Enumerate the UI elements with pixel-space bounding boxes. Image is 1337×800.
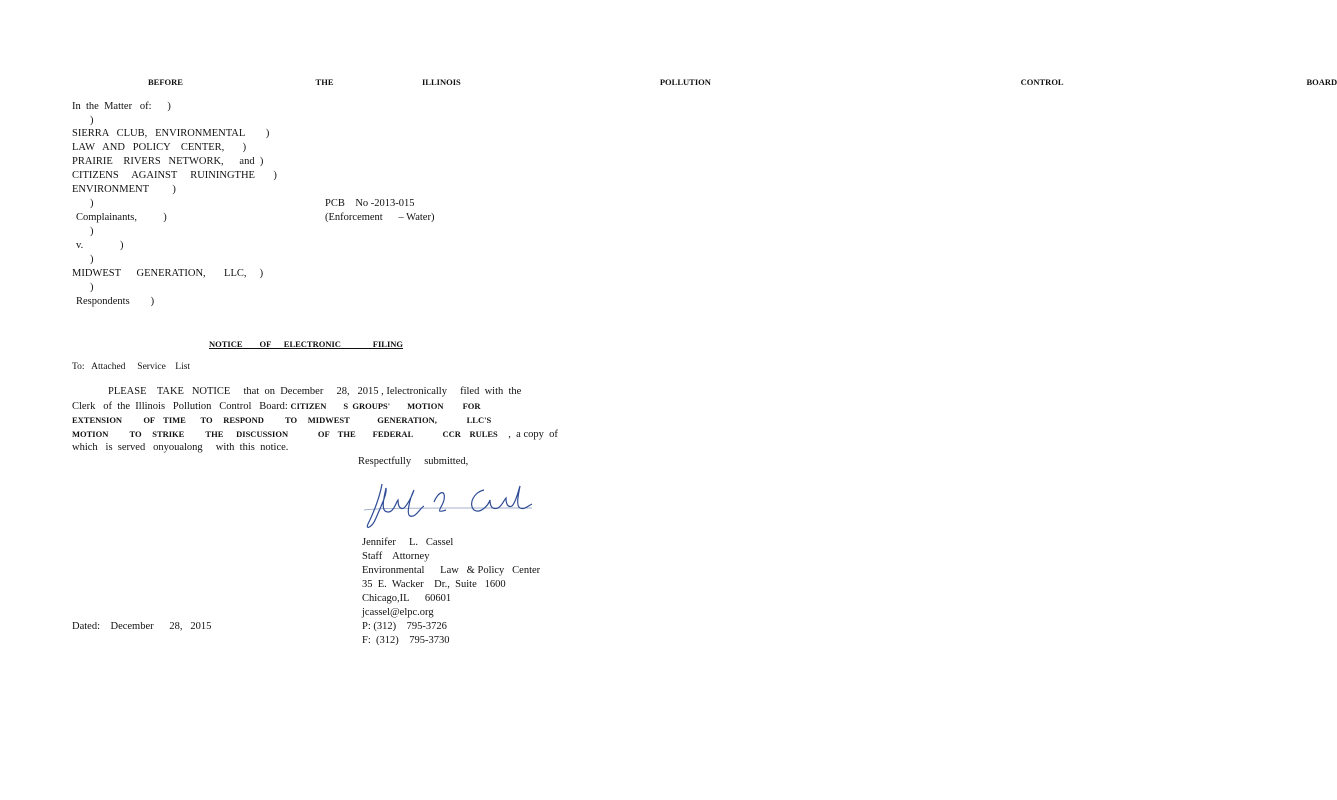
notice-title: NOTICE OF ELECTRONIC FILING <box>209 339 404 349</box>
motion-title-part-2: EXTENSION OF TIME TO RESPOND TO MIDWEST GENERATION, LLC'S <box>72 415 492 425</box>
caption-versus: v. ) <box>76 240 124 251</box>
body-line-2 <box>72 399 481 414</box>
body-line-4-text: , a copy of <box>508 429 558 440</box>
caption-party-line: PRAIRIE RIVERS NETWORK, and ) <box>72 156 264 167</box>
signer-title: Staff Attorney <box>362 551 430 562</box>
caption-paren: ) <box>90 282 94 293</box>
caption-paren: ) <box>90 254 94 265</box>
signer-phone: P: (312) 795-3726 <box>362 621 447 632</box>
closing: Respectfully submitted, <box>358 456 469 467</box>
caption-in-the-matter: In the Matter of: ) <box>72 101 171 112</box>
caption-paren: ) <box>90 115 94 126</box>
signer-organization: Environmental Law & Policy Center <box>362 565 541 576</box>
body-line-1: PLEASE TAKE NOTICE that on December 28, 2015 , Ielectronically filed with the <box>108 386 522 397</box>
pcb-number: PCB No -2013-015 <box>325 198 415 209</box>
caption-party-line: CITIZENS AGAINST RUININGTHE ) <box>72 170 277 181</box>
body-line-5: which is served onyoualong with this notice. <box>72 442 289 453</box>
caption-paren: ) <box>90 226 94 237</box>
body-line-2-text: Clerk of the Illinois Pollution Control Board: <box>72 401 288 412</box>
caption-respondent-name: MIDWEST GENERATION, LLC, ) <box>72 268 264 279</box>
caption-party-line: SIERRA CLUB, ENVIRONMENTAL ) <box>72 128 270 139</box>
signature-image <box>360 478 535 538</box>
address-line-1: 35 E. Wacker Dr., Suite 1600 <box>362 579 506 590</box>
enforcement-type: (Enforcement – Water) <box>325 212 435 223</box>
motion-title-part-3: MOTION TO STRIKE THE DISCUSSION OF THE FEDERAL CCR RULES <box>72 429 498 439</box>
caption-paren: ) <box>90 198 94 209</box>
caption-party-line: ENVIRONMENT ) <box>72 184 176 195</box>
to-line: To: Attached Service List <box>72 362 191 372</box>
address-line-2: Chicago,IL 60601 <box>362 593 452 604</box>
caption-party-line: LAW AND POLICY CENTER, ) <box>72 142 247 153</box>
signer-name: Jennifer L. Cassel <box>362 537 454 548</box>
dated-line: Dated: December 28, 2015 <box>72 621 212 632</box>
court-heading: BEFORE THE ILLINOIS POLLUTION CONTROL BOARD <box>148 77 1337 87</box>
signer-email: jcassel@elpc.org <box>362 607 434 618</box>
caption-complainants: Complainants, ) <box>76 212 167 223</box>
body-line-4 <box>72 427 558 442</box>
caption-respondents: Respondents ) <box>76 296 155 307</box>
motion-title-part-1: CITIZEN S GROUPS' MOTION FOR <box>290 401 481 411</box>
signer-fax: F: (312) 795-3730 <box>362 635 450 646</box>
